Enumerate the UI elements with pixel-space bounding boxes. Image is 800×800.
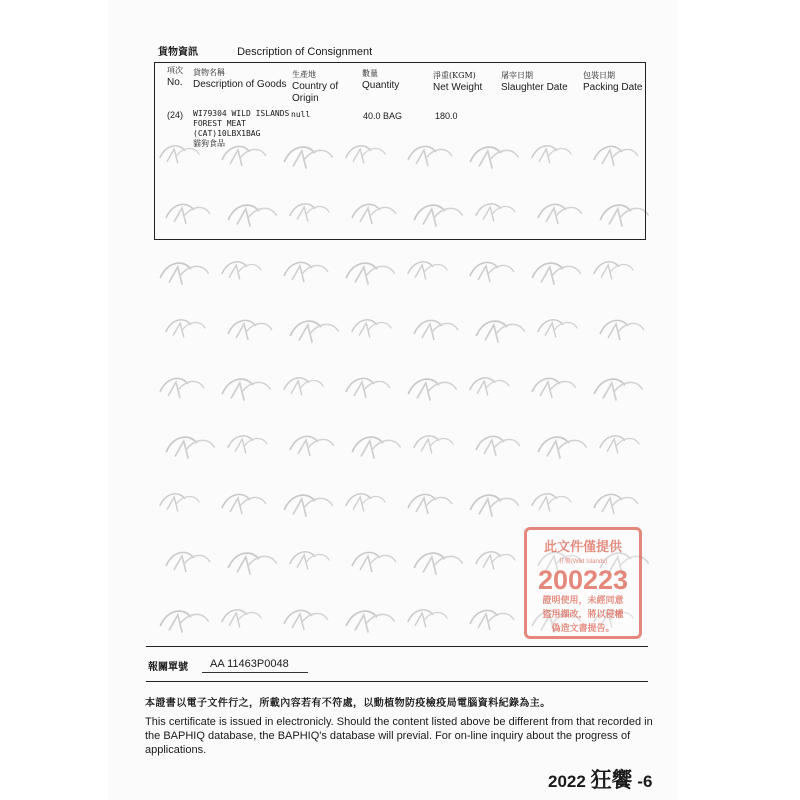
watermark-glyph bbox=[290, 552, 330, 570]
notice-chinese: 本證書以電子文件行之，所載內容若有不符處，以動植物防疫檢疫局電腦資料紀錄為主。 bbox=[145, 698, 551, 709]
section-title-en: Description of Consignment bbox=[237, 46, 373, 58]
file-tag bbox=[548, 764, 652, 794]
customs-declaration-number bbox=[148, 658, 289, 673]
watermark-glyph bbox=[290, 321, 338, 343]
watermark-glyph bbox=[228, 436, 268, 454]
tag-suffix: -6 bbox=[637, 772, 653, 791]
watermark-glyph bbox=[414, 553, 462, 575]
watermark-glyph bbox=[538, 320, 578, 338]
watermark-glyph bbox=[414, 436, 454, 454]
watermark-glyph bbox=[160, 494, 200, 512]
tag-year: 2022 bbox=[548, 772, 586, 791]
watermark-glyph bbox=[470, 610, 514, 630]
watermark-glyph bbox=[414, 320, 458, 340]
watermark-glyph bbox=[222, 610, 262, 628]
watermark-glyph bbox=[538, 437, 586, 459]
watermark-glyph bbox=[284, 262, 328, 282]
watermark-glyph bbox=[476, 552, 516, 570]
stamp-number: 200223 bbox=[537, 565, 629, 595]
watermark-glyph bbox=[600, 320, 644, 340]
watermark-glyph bbox=[346, 378, 390, 398]
watermark-glyph bbox=[352, 320, 392, 338]
column-header-net-weight: 淨重(KGM) Net Weight bbox=[433, 71, 483, 93]
watermark-glyph bbox=[290, 436, 334, 456]
watermark-glyph bbox=[284, 495, 332, 517]
watermark-glyph bbox=[594, 379, 642, 401]
watermark-glyph bbox=[470, 262, 514, 282]
column-header-no: 項次 No. bbox=[167, 66, 183, 88]
watermark-glyph bbox=[160, 611, 208, 633]
watermark-glyph bbox=[166, 437, 214, 459]
watermark-glyph bbox=[600, 436, 640, 454]
watermark-glyph bbox=[532, 378, 576, 398]
row-item-origin: null bbox=[291, 110, 311, 119]
notice-english: This certificate is issued in electronicly. Should the content listed above be different from that recorded in the BAPHIQ database, the BAPHIQ's database will previal. For on-line inquiry about the progress of applications. bbox=[145, 716, 653, 756]
watermark-glyph bbox=[476, 436, 520, 456]
section-title-zh: 貨物資訊 bbox=[158, 47, 198, 58]
row-item-description: WI79304 WILD ISLANDS FOREST MEAT (CAT)10LBX1BAG 貓狗食品 bbox=[193, 109, 290, 148]
watermark-glyph bbox=[346, 494, 386, 512]
watermark-glyph bbox=[228, 320, 272, 340]
row-item-quantity: 40.0 BAG bbox=[363, 111, 403, 121]
watermark-glyph bbox=[470, 495, 518, 517]
authorization-stamp: 此文件僅提供 狂饗(Wild Islands) 200223 證明使用，未經同意 盜用擷改，將以侵權 偽造文書提告。 bbox=[524, 527, 642, 639]
consignment-section-title bbox=[158, 43, 372, 58]
column-header-slaughter-date: 屠宰日期 Slaughter Date bbox=[501, 71, 568, 93]
divider-bottom bbox=[146, 681, 648, 682]
watermark-glyph bbox=[222, 262, 262, 280]
watermark-glyph bbox=[222, 379, 270, 401]
reference-value: AA 11463P0048 bbox=[210, 658, 289, 670]
watermark-glyph bbox=[594, 262, 634, 280]
tag-name: 狂饗 bbox=[590, 768, 633, 792]
watermark-glyph bbox=[160, 378, 204, 398]
watermark-glyph bbox=[346, 263, 394, 285]
watermark-glyph bbox=[408, 379, 456, 401]
consignment-table bbox=[154, 62, 646, 240]
row-item-no: (24) bbox=[167, 110, 184, 120]
watermark-glyph bbox=[166, 552, 210, 572]
watermark-glyph bbox=[284, 610, 328, 630]
watermark-glyph bbox=[408, 262, 448, 280]
watermark-glyph bbox=[284, 378, 324, 396]
watermark-glyph bbox=[532, 263, 580, 285]
watermark-glyph bbox=[346, 611, 394, 633]
watermark-glyph bbox=[408, 494, 452, 514]
watermark-glyph bbox=[532, 494, 572, 512]
column-header-origin: 生產地 Country of Origin bbox=[292, 70, 339, 104]
column-header-quantity: 數量 Quantity bbox=[362, 69, 400, 91]
watermark-glyph bbox=[476, 321, 524, 343]
watermark-glyph bbox=[222, 494, 266, 514]
column-header-description: 貨物名稱 Description of Goods bbox=[193, 68, 287, 90]
watermark-glyph bbox=[160, 263, 208, 285]
watermark-glyph bbox=[228, 553, 276, 575]
watermark-glyph bbox=[352, 437, 400, 459]
watermark-glyph bbox=[352, 552, 396, 572]
divider-top bbox=[146, 646, 648, 647]
watermark-glyph bbox=[408, 610, 448, 628]
reference-label: 報關單號 bbox=[148, 662, 188, 673]
watermark-glyph bbox=[594, 494, 638, 514]
watermark-glyph bbox=[166, 320, 206, 338]
watermark-glyph bbox=[470, 378, 510, 396]
row-item-net-weight: 180.0 bbox=[435, 111, 458, 121]
column-header-packing-date: 包裝日期 Packing Date bbox=[583, 71, 643, 93]
